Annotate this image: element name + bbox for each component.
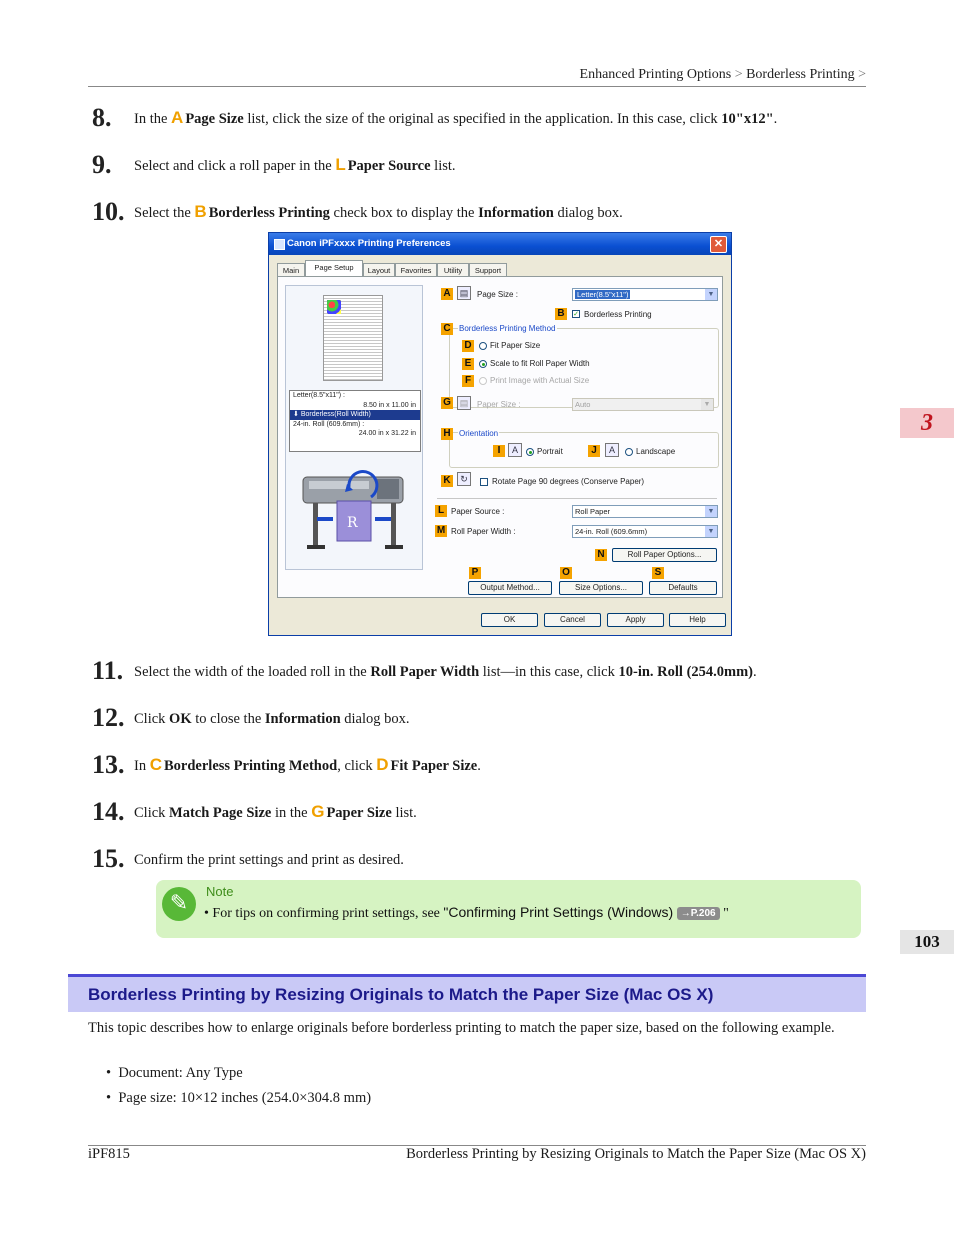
page-number: 103 [900,930,954,954]
borderless-method-label: Borderless Printing Method [459,324,556,333]
marker-letter: A [171,108,184,127]
paper-size-select[interactable] [572,398,714,411]
paper-source-select[interactable] [572,505,718,518]
note-link[interactable]: "Confirming Print Settings (Windows) [443,904,674,920]
note-body: For tips on confirming print settings, see [212,906,444,921]
arrow-down-icon: ⬇ [293,411,301,418]
step-text: dialog box. [553,205,623,221]
orientation-label: Orientation [459,429,499,438]
svg-text:R: R [347,515,358,531]
dialog-titlebar[interactable] [269,233,731,255]
borderless-label: Borderless Printing [584,310,652,319]
marker-a: A [441,288,453,300]
printer-icon [274,239,285,250]
scale-roll-width-label: Scale to fit Roll Paper Width [490,359,590,368]
marker-b: B [555,308,567,320]
step-number: 8. [92,103,112,132]
marker-letter: B [194,202,207,221]
step-bold: Roll Paper Width [370,664,480,680]
step-text: list, click the size of the original as specified in the application. In this case, click [243,111,722,127]
marker-i: I [493,445,505,457]
step-text: , click [337,758,377,774]
header-divider [88,86,866,87]
paper-size-label: Paper Size : [477,400,521,409]
step-text: Click [134,711,170,727]
step-bold: Match Page Size [169,805,272,821]
tab-layout[interactable]: Layout [363,263,395,277]
step-text: . [477,758,481,774]
paper-source-value: Roll Paper [575,507,611,516]
step-bold: Paper Size [326,805,392,821]
step-15 [92,844,404,874]
print-actual-size-radio[interactable] [479,377,487,385]
breadcrumb-item[interactable]: Borderless Printing [746,67,855,82]
step-bold: Fit Paper Size [390,758,478,774]
apply-button[interactable]: Apply [607,613,664,627]
step-text: list. [430,158,456,174]
step-number: 15. [92,844,125,873]
note-text [204,904,729,922]
document-preview [323,295,383,381]
landscape-icon: A [605,443,619,457]
page-size-icon: ▤ [457,286,471,300]
tab-page-setup[interactable]: Page Setup [305,260,363,277]
marker-letter: D [376,755,389,774]
roll-paper-width-label: Roll Paper Width : [451,527,516,536]
marker-c: C [441,323,453,335]
marker-e: E [462,358,474,370]
step-number: 10. [92,197,125,226]
list-item: • Document: Any Type [106,1065,243,1081]
roll-paper-width-value: 24-in. Roll (609.6mm) [575,527,648,536]
marker-letter: G [311,802,325,821]
image-thumbnail [327,300,341,314]
rotate-page-checkbox[interactable] [480,478,488,486]
info-line-highlight [290,410,420,420]
fit-paper-size-label: Fit Paper Size [490,341,541,350]
footer-model: iPF815 [88,1146,130,1162]
paper-size-icon: ▤ [457,396,471,410]
marker-g: G [441,397,453,409]
marker-l: L [435,505,447,517]
step-bold: Paper Source [347,158,431,174]
tab-support[interactable]: Support [469,263,507,277]
note-body: " [723,906,729,921]
portrait-radio[interactable] [526,448,534,456]
step-text: check box to display the [329,205,479,221]
help-button[interactable]: Help [669,613,726,627]
step-14 [92,797,417,827]
marker-k: K [441,475,453,487]
info-line: 24.00 in x 31.22 in [358,430,416,437]
marker-o: O [560,567,572,579]
marker-letter: L [335,155,346,174]
roll-paper-options-button[interactable]: Roll Paper Options... [612,548,717,562]
step-11 [92,656,757,686]
chevron-down-icon[interactable]: ▼ [705,289,717,300]
step-12 [92,703,410,733]
roll-paper-width-select[interactable] [572,525,718,538]
step-bold: Borderless Printing Method [164,758,338,774]
pencil-icon: ✎ [162,887,196,921]
tab-utility[interactable]: Utility [437,263,469,277]
breadcrumb-separator: > [858,67,866,82]
marker-s: S [652,567,664,579]
step-number: 14. [92,797,125,826]
step-text: Select the [134,205,195,221]
chapter-tab[interactable]: 3 [900,408,954,438]
breadcrumb [580,67,866,83]
step-8 [92,103,777,133]
defaults-button[interactable]: Defaults [649,581,717,595]
print-actual-size-label: Print Image with Actual Size [490,376,590,385]
step-text: to close the [191,711,265,727]
scale-roll-width-radio[interactable] [479,360,487,368]
step-text: Click [134,805,170,821]
marker-m: M [436,525,446,536]
fit-paper-size-radio[interactable] [479,342,487,350]
portrait-icon: A [508,443,522,457]
section-paragraph: This topic describes how to enlarge originals before borderless printing to match the paper size, based on the following example. [88,1020,835,1036]
marker-p: P [469,567,481,579]
step-bold: Information [478,205,554,221]
marker-j: J [588,445,600,457]
marker-h: H [441,428,453,440]
list-item: • Page size: 10×12 inches (254.0×304.8 mm) [106,1090,372,1106]
step-bold: Information [264,711,341,727]
step-text: Confirm the print settings and print as desired. [134,852,404,868]
tab-favorites[interactable]: Favorites [395,263,437,277]
step-text: Select the width of the loaded roll in the [134,664,371,680]
step-text: . [773,111,778,127]
step-10 [92,197,623,227]
landscape-radio[interactable] [625,448,633,456]
step-text: In [134,758,150,774]
step-text: dialog box. [340,711,410,727]
step-bold: Page Size [185,111,244,127]
rotate-page-label: Rotate Page 90 degrees (Conserve Paper) [492,477,645,486]
step-text: list—in this case, click [479,664,619,680]
step-text: Select and click a roll paper in the [134,158,336,174]
chevron-down-icon[interactable]: ▼ [701,399,713,410]
step-text: . [753,664,757,680]
info-line: 8.50 in x 11.00 in [363,401,416,409]
breadcrumb-separator: > [734,67,743,82]
section-title: Borderless Printing by Resizing Originals to Match the Paper Size (Mac OS X) [88,985,714,1004]
step-bold: OK [169,711,192,727]
landscape-label: Landscape [636,447,676,456]
close-icon[interactable]: ✕ [710,236,727,253]
chevron-down-icon[interactable]: ▼ [705,506,717,517]
page-size-value: Letter(8.5"x11") [577,290,629,299]
borderless-method-group [449,328,719,408]
portrait-label: Portrait [537,447,563,456]
printing-preferences-dialog [268,232,732,636]
marker-letter: C [149,755,162,774]
step-text: in the [271,805,312,821]
info-line: Borderless(Roll Width) [300,411,371,418]
step-number: 9. [92,150,112,179]
breadcrumb-item[interactable]: Enhanced Printing Options [579,67,732,82]
tab-main[interactable]: Main [277,263,305,277]
bullet: • [204,906,209,921]
paper-source-label: Paper Source : [451,507,505,516]
rotate-page-icon: ↻ [457,472,471,486]
step-bold: 10"x12" [721,111,774,127]
chevron-down-icon[interactable]: ▼ [705,526,717,537]
info-line: Letter(8.5"x11") : [293,392,345,399]
footer-section-title: Borderless Printing by Resizing Originals to Match the Paper Size (Mac OS X) [406,1146,866,1162]
step-bold: 10-in. Roll (254.0mm) [618,664,754,680]
printer-illustration-icon [299,457,409,557]
marker-n: N [595,549,607,561]
marker-f: F [462,375,474,387]
size-info-box [289,390,421,452]
list-item-text: Document: Any Type [118,1065,243,1081]
size-options-button[interactable]: Size Options... [559,581,643,595]
output-method-button[interactable]: Output Method... [468,581,552,595]
step-13 [92,750,481,780]
ok-button[interactable]: OK [481,613,538,627]
marker-d: D [462,340,474,352]
dialog-title: Canon iPFxxxx Printing Preferences [287,238,451,249]
step-text: list. [391,805,417,821]
note-title: Note [206,884,234,899]
paper-size-value: Auto [575,400,591,409]
step-number: 13. [92,750,125,779]
step-number: 11. [92,656,124,685]
cancel-button[interactable]: Cancel [544,613,601,627]
page-reference-link[interactable]: →P.206 [677,907,720,920]
separator [437,498,717,499]
step-bold: Borderless Printing [208,205,330,221]
page-size-select[interactable] [572,288,718,301]
list-item-text: Page size: 10×12 inches (254.0×304.8 mm) [118,1090,372,1106]
page-size-label: Page Size : [477,290,518,299]
step-number: 12. [92,703,125,732]
step-text: In the [134,111,172,127]
borderless-checkbox[interactable]: ✓ [573,311,579,318]
step-9 [92,150,456,180]
info-line: 24-in. Roll (609.6mm) : [293,420,365,428]
